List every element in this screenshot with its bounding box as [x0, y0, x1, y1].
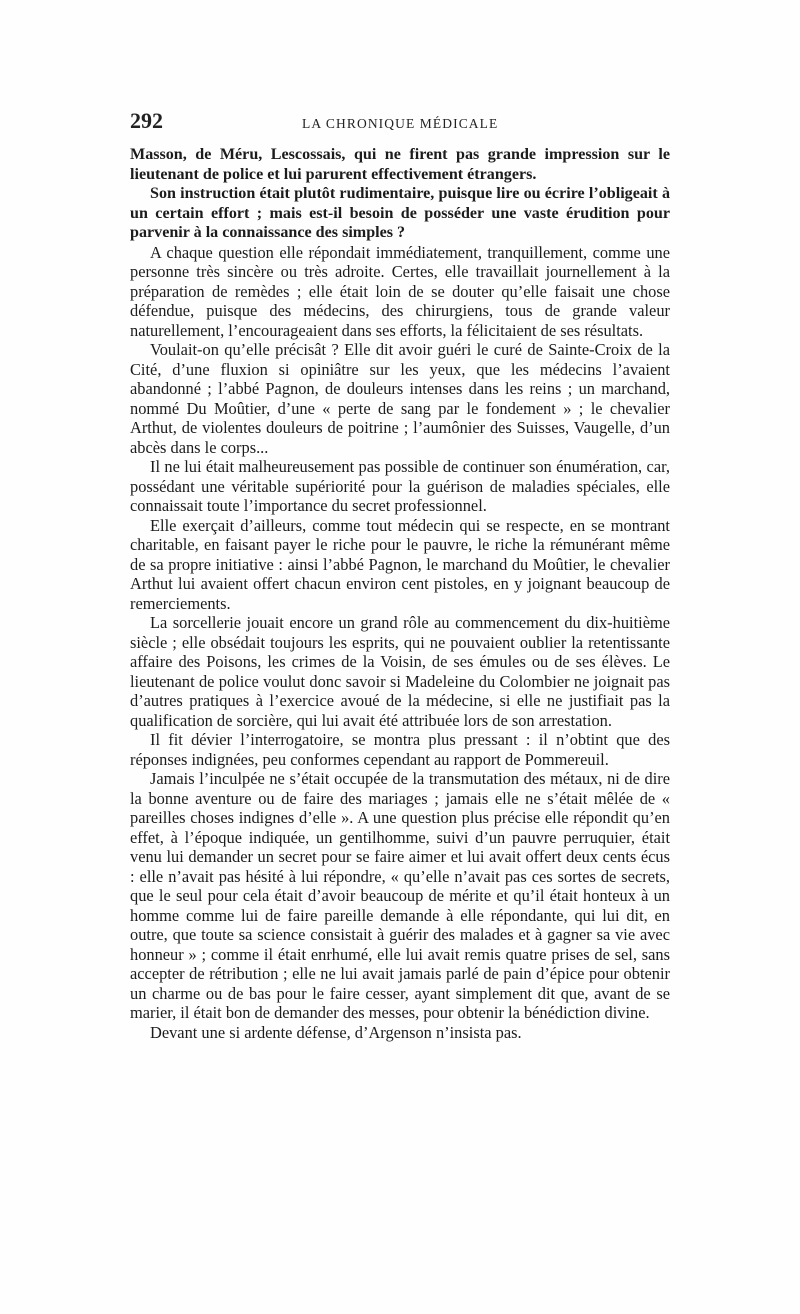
paragraph: Masson, de Méru, Lescossais, qui ne firent pas grande impression sur le lieutenant de police et lui parurent effectivement étrangers.: [130, 146, 670, 183]
body-text: [130, 145, 670, 1042]
page-header: [130, 108, 670, 138]
paragraph: Son instruction était plutôt rudimentaire, puisque lire ou écrire l’obligeait à un certain effort ; mais est-il besoin de posséder une vaste érudition pour parvenir à la connaissance des simples ?: [130, 185, 670, 241]
paragraph: Elle exerçait d’ailleurs, comme tout médecin qui se respecte, en se montrant charitable, en faisant payer le riche pour le pauvre, le riche la rémunérant même de sa propre initiative : ainsi l’abbé Pagnon, le marchand du Moûtier, le chevalier Arthut lui avaient offert chacun environ cent pistoles, en y joignant beaucoup de remerciements.: [130, 515, 670, 613]
paragraph: Il fit dévier l’interrogatoire, se montra plus pressant : il n’obtint que des réponses indignées, peu conformes cependant au rapport de Pommereuil.: [130, 730, 670, 769]
page-number: 292: [130, 108, 163, 133]
paragraph: Jamais l’inculpée ne s’était occupée de la transmutation des métaux, ni de dire la bonne aventure ou de faire des mariages ; jamais elle ne s’était mêlée de « pareilles choses indignes d’elle ». A une question plus précise elle répondit qu’en effet, à l’époque indiquée, un gentilhomme, suivi d’un pauvre perruquier, était venu lui demander un secret pour se faire aimer et lui avait offert deux cents écus : elle n’avait pas hésité à lui répondre, « qu’elle n’avait pas ces sortes de secrets, que le seul pour cela était d’avoir beaucoup de mérite et qu’il était honteux à un homme comme lui de faire pareille demande à elle répondante, qui lui dit, en outre, que toute sa science consistait à guérir des malades et à gagner sa vie avec honneur » ; comme il était enrhumé, elle lui avait remis quatre prises de sel, sans accepter de rétribution ; elle ne lui avait jamais parlé de pain d’épice pour obtenir un charme ou de bas pour le faire cesser, ayant simplement dit que, avant de se marier, il était bon de demander des messes, pour obtenir la bénédiction divine.: [130, 769, 670, 1022]
paragraph: Il ne lui était malheureusement pas possible de continuer son énumération, car, possédant une véritable supériorité pour la guérison de maladies spéciales, elle connaissait toute l’importance du secret professionnel.: [130, 457, 670, 515]
running-title: LA CHRONIQUE MÉDICALE: [302, 116, 499, 131]
paragraph: A chaque question elle répondait immédiatement, tranquillement, comme une personne très sincère ou très adroite. Certes, elle travaillait journellement à la préparation de remèdes ; elle était loin de se douter qu’elle faisait une chose défendue, puisque des médecins, des chirurgiens, tous de grande valeur naturellement, l’encourageaient dans ses efforts, la félicitaient de ses résultats.: [130, 242, 670, 340]
paragraph: La sorcellerie jouait encore un grand rôle au commencement du dix-huitième siècle ; elle obsédait toujours les esprits, qui ne pouvaient oublier la retentissante affaire des Poisons, les crimes de la Voisin, de ses émules ou de ses élèves. Le lieutenant de police voulut donc savoir si Madeleine du Colombier ne joignait pas d’autres pratiques à l’exercice avoué de la médecine, si elle ne justifiait pas la qualification de sorcière, qui lui avait été attribuée lors de son arrestation.: [130, 613, 670, 730]
paragraph: Voulait-on qu’elle précisât ? Elle dit avoir guéri le curé de Sainte-Croix de la Cité, d’une fluxion si opiniâtre sur les yeux, que les médecins l’avaient abandonné ; l’abbé Pagnon, de douleurs intenses dans les reins ; un marchand, nommé Du Moûtier, d’une « perte de sang par le fondement » ; le chevalier Arthut, de violentes douleurs de poitrine ; l’aumônier des Suisses, Vaugelle, d’un abcès dans le corps...: [130, 340, 670, 457]
paragraph: Devant une si ardente défense, d’Argenson n’insista pas.: [150, 1022, 522, 1042]
